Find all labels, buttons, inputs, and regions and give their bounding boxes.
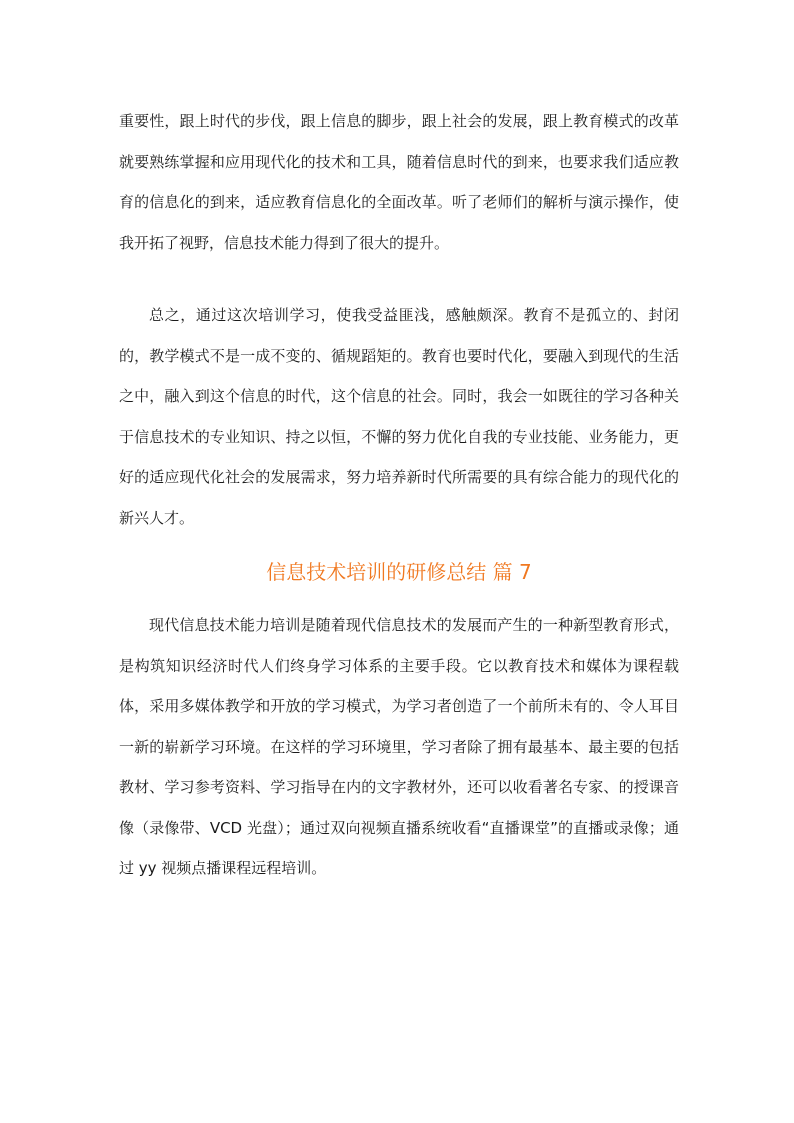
paragraph-section-7: 现代信息技术能力培训是随着现代信息技术的发展而产生的一种新型教育形式，是构筑知识经济时代人们终身学习体系的主要手段。它以教育技术和媒体为课程载体，采用多媒体教学和开放的学习模式，为学习者创造了一个前所未有的、令人耳目一新的崭新学习环境。在这样的学习环境里，学习者除了拥有最基本、最主要的包括教材、学习参考资料、学习指导在内的文字教材外，还可以收看著名专家、的授课音像（录像带、VCD 光盘）；通过双向视频直播系统收看“直播课堂”的直播或录像；通过 yy 视频点播课程远程培训。: [119, 616, 679, 877]
paragraph-continuation: 重要性，跟上时代的步伐，跟上信息的脚步，跟上社会的发展，跟上教育模式的改革就要熟练掌握和应用现代化的技术和工具，随着信息时代的到来，也要求我们适应教育的信息化的到来，适应教育信息化的全面改革。听了老师们的解析与演示操作，使我开拓了视野，信息技术能力得到了很大的提升。: [119, 112, 679, 252]
document-body: [119, 101, 679, 889]
section-heading: 信息技术培训的研修总结 篇 7: [266, 560, 532, 584]
paragraph-gap: [119, 263, 679, 295]
paragraph-conclusion: 总之，通过这次培训学习，使我受益匪浅，感触颇深。教育不是孤立的、封闭的，教学模式不是一成不变的、循规蹈矩的。教育也要时代化，要融入到现代的生活之中，融入到这个信息的时代，这个信息的社会。同时，我会一如既往的学习各种关于信息技术的专业知识、持之以恒，不懈的努力优化自我的专业技能、业务能力，更好的适应现代化社会的发展需求，努力培养新时代所需要的具有综合能力的现代化的新兴人才。: [119, 306, 679, 527]
